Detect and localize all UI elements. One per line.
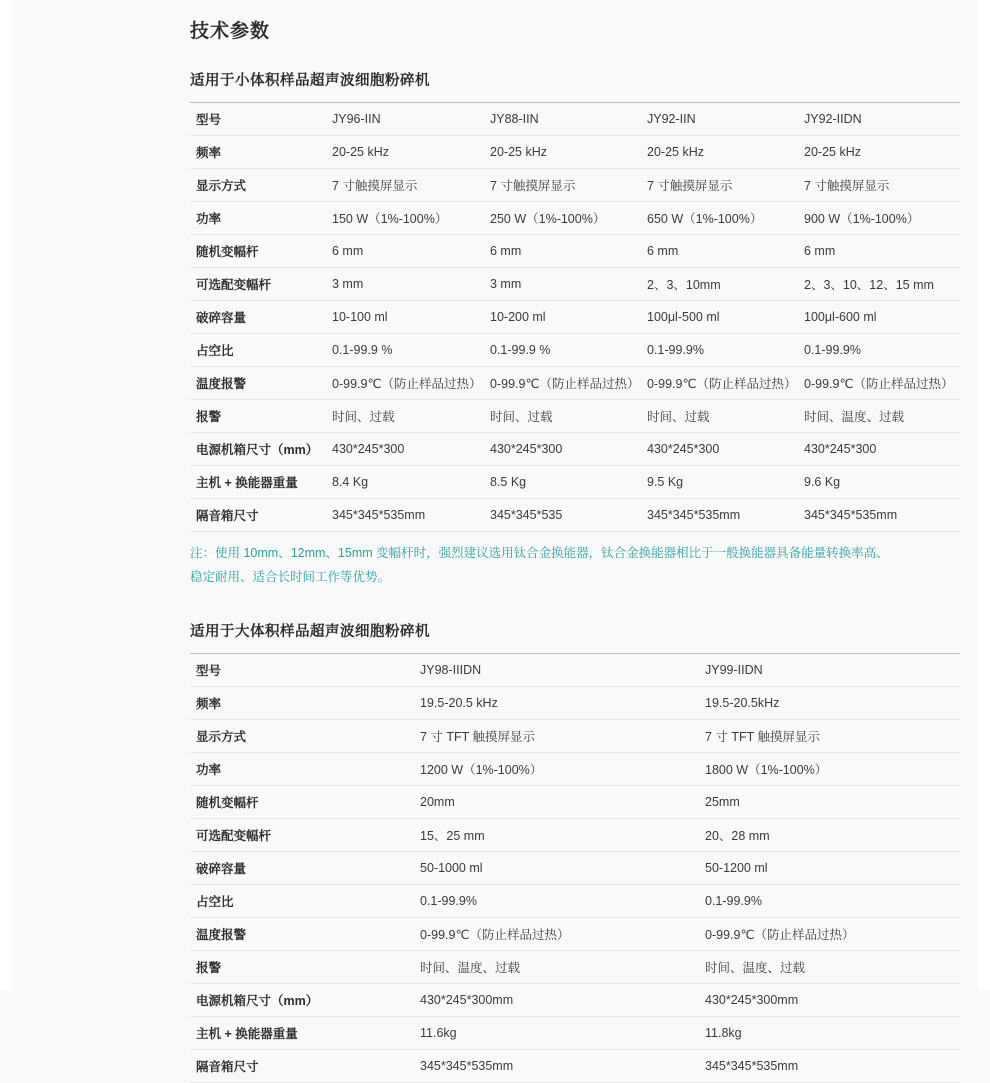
table-row xyxy=(190,1049,960,1082)
table-row xyxy=(190,983,960,1016)
row-value: 15、25 mm xyxy=(420,818,705,851)
table-note xyxy=(190,542,968,590)
row-value: 430*245*300 xyxy=(490,433,647,466)
row-value: 25mm xyxy=(705,785,960,818)
table-row xyxy=(190,851,960,884)
row-value: 345*345*535 xyxy=(490,499,647,532)
row-value: JY88-IIN xyxy=(490,103,647,136)
row-label: 显示方式 xyxy=(190,169,332,202)
row-value: 时间、温度、过载 xyxy=(420,950,705,983)
row-value: 7 寸触摸屏显示 xyxy=(647,169,804,202)
row-value: 20-25 kHz xyxy=(332,136,490,169)
row-label: 占空比 xyxy=(190,334,332,367)
note-line-1: 注：使用 10mm、12mm、15mm 变幅杆时，强烈建议选用钛合金换能器，钛合金换能器相比于一般换能器具备能量转换率高、 xyxy=(190,546,889,560)
row-value: 345*345*535mm xyxy=(804,499,960,532)
row-label: 随机变幅杆 xyxy=(190,235,332,268)
row-value: 10-100 ml xyxy=(332,301,490,334)
row-value: 9.6 Kg xyxy=(804,466,960,499)
row-value: 900 W（1%-100%） xyxy=(804,202,960,235)
row-value: 7 寸触摸屏显示 xyxy=(804,169,960,202)
row-label: 报警 xyxy=(190,400,332,433)
row-value: 8.5 Kg xyxy=(490,466,647,499)
row-value: 345*345*535mm xyxy=(420,1049,705,1082)
row-label: 主机 + 换能器重量 xyxy=(190,1016,420,1049)
row-value: 20-25 kHz xyxy=(647,136,804,169)
row-value: 20-25 kHz xyxy=(490,136,647,169)
row-value: 9.5 Kg xyxy=(647,466,804,499)
table-row xyxy=(190,719,960,752)
page-content xyxy=(190,0,970,1083)
row-value: 7 寸 TFT 触摸屏显示 xyxy=(705,719,960,752)
row-value: 345*345*535mm xyxy=(647,499,804,532)
spec-table-small-volume xyxy=(190,102,960,532)
table-row xyxy=(190,334,960,367)
page-title: 技术参数 xyxy=(190,21,271,42)
row-value: 1200 W（1%-100%） xyxy=(420,752,705,785)
row-value: 时间、温度、过载 xyxy=(705,950,960,983)
table-row xyxy=(190,136,960,169)
table-row xyxy=(190,884,960,917)
row-label: 随机变幅杆 xyxy=(190,785,420,818)
row-value: 0.1-99.9 % xyxy=(332,334,490,367)
row-value: 6 mm xyxy=(332,235,490,268)
row-label: 破碎容量 xyxy=(190,851,420,884)
row-value: 10-200 ml xyxy=(490,301,647,334)
row-value: 50-1200 ml xyxy=(705,851,960,884)
row-value: 时间、温度、过载 xyxy=(804,400,960,433)
table-row xyxy=(190,499,960,532)
table-row xyxy=(190,433,960,466)
table-row xyxy=(190,202,960,235)
row-value: 2、3、10mm xyxy=(647,268,804,301)
row-value: JY92-IIDN xyxy=(804,103,960,136)
table-row xyxy=(190,752,960,785)
row-value: 7 寸触摸屏显示 xyxy=(332,169,490,202)
row-value: JY99-IIDN xyxy=(705,653,960,686)
row-label: 显示方式 xyxy=(190,719,420,752)
table-row xyxy=(190,235,960,268)
row-value: 11.8kg xyxy=(705,1016,960,1049)
row-label: 可选配变幅杆 xyxy=(190,268,332,301)
row-value: 0-99.9℃（防止样品过热） xyxy=(420,917,705,950)
row-value: 20、28 mm xyxy=(705,818,960,851)
row-value: 6 mm xyxy=(804,235,960,268)
table-row xyxy=(190,268,960,301)
row-label: 型号 xyxy=(190,653,420,686)
row-value: 100μl-600 ml xyxy=(804,301,960,334)
row-label: 隔音箱尺寸 xyxy=(190,1049,420,1082)
row-label: 频率 xyxy=(190,136,332,169)
row-label: 可选配变幅杆 xyxy=(190,818,420,851)
row-value: 430*245*300 xyxy=(804,433,960,466)
row-label: 报警 xyxy=(190,950,420,983)
row-value: 1800 W（1%-100%） xyxy=(705,752,960,785)
row-value: 100μl-500 ml xyxy=(647,301,804,334)
table-row xyxy=(190,950,960,983)
table-row xyxy=(190,103,960,136)
row-value: 0.1-99.9% xyxy=(804,334,960,367)
row-value: 0.1-99.9% xyxy=(647,334,804,367)
row-value: 0-99.9℃（防止样品过热） xyxy=(490,367,647,400)
row-label: 主机 + 换能器重量 xyxy=(190,466,332,499)
row-value: 0.1-99.9% xyxy=(420,884,705,917)
row-value: 3 mm xyxy=(332,268,490,301)
row-value: 7 寸触摸屏显示 xyxy=(490,169,647,202)
table-row xyxy=(190,1016,960,1049)
section-heading-large-volume: 适用于大体积样品超声波细胞粉碎机 xyxy=(190,623,430,640)
row-value: 19.5-20.5 kHz xyxy=(420,686,705,719)
table-row xyxy=(190,367,960,400)
row-value: 430*245*300mm xyxy=(705,983,960,1016)
row-value: 6 mm xyxy=(647,235,804,268)
row-value: 时间、过载 xyxy=(332,400,490,433)
row-label: 电源机箱尺寸（mm） xyxy=(190,433,332,466)
row-value: 0-99.9℃（防止样品过热） xyxy=(647,367,804,400)
note-line-2: 稳定耐用、适合长时间工作等优势。 xyxy=(190,569,391,584)
table-row xyxy=(190,686,960,719)
table-row xyxy=(190,653,960,686)
row-value: 150 W（1%-100%） xyxy=(332,202,490,235)
row-label: 功率 xyxy=(190,752,420,785)
table-row xyxy=(190,169,960,202)
row-value: 6 mm xyxy=(490,235,647,268)
row-value: 0-99.9℃（防止样品过热） xyxy=(804,367,960,400)
table-row xyxy=(190,466,960,499)
row-label: 电源机箱尺寸（mm） xyxy=(190,983,420,1016)
row-value: 50-1000 ml xyxy=(420,851,705,884)
row-value: 0.1-99.9% xyxy=(705,884,960,917)
row-value: 19.5-20.5kHz xyxy=(705,686,960,719)
table-row xyxy=(190,400,960,433)
row-value: 2、3、10、12、15 mm xyxy=(804,268,960,301)
row-value: 7 寸 TFT 触摸屏显示 xyxy=(420,719,705,752)
row-label: 破碎容量 xyxy=(190,301,332,334)
row-value: 11.6kg xyxy=(420,1016,705,1049)
row-value: 0-99.9℃（防止样品过热） xyxy=(705,917,960,950)
row-value: 8.4 Kg xyxy=(332,466,490,499)
row-value: 时间、过载 xyxy=(490,400,647,433)
row-value: 430*245*300mm xyxy=(420,983,705,1016)
spec-table-large-volume xyxy=(190,653,960,1083)
row-value: 20-25 kHz xyxy=(804,136,960,169)
row-label: 型号 xyxy=(190,103,332,136)
row-label: 频率 xyxy=(190,686,420,719)
page-right-margin xyxy=(978,0,990,990)
row-value: 345*345*535mm xyxy=(332,499,490,532)
row-label: 温度报警 xyxy=(190,917,420,950)
row-value: 430*245*300 xyxy=(332,433,490,466)
row-label: 功率 xyxy=(190,202,332,235)
row-value: 0-99.9℃（防止样品过热） xyxy=(332,367,490,400)
page-left-margin xyxy=(0,0,12,990)
row-value: JY98-IIIDN xyxy=(420,653,705,686)
row-value: 650 W（1%-100%） xyxy=(647,202,804,235)
row-value: 250 W（1%-100%） xyxy=(490,202,647,235)
table-row xyxy=(190,785,960,818)
row-value: 20mm xyxy=(420,785,705,818)
row-label: 温度报警 xyxy=(190,367,332,400)
row-value: JY96-IIN xyxy=(332,103,490,136)
row-value: JY92-IIN xyxy=(647,103,804,136)
row-value: 430*245*300 xyxy=(647,433,804,466)
row-value: 时间、过载 xyxy=(647,400,804,433)
row-value: 345*345*535mm xyxy=(705,1049,960,1082)
table-row xyxy=(190,917,960,950)
row-value: 3 mm xyxy=(490,268,647,301)
table-row xyxy=(190,301,960,334)
row-label: 占空比 xyxy=(190,884,420,917)
table-row xyxy=(190,818,960,851)
row-label: 隔音箱尺寸 xyxy=(190,499,332,532)
row-value: 0.1-99.9 % xyxy=(490,334,647,367)
section-heading-small-volume: 适用于小体积样品超声波细胞粉碎机 xyxy=(190,73,430,89)
